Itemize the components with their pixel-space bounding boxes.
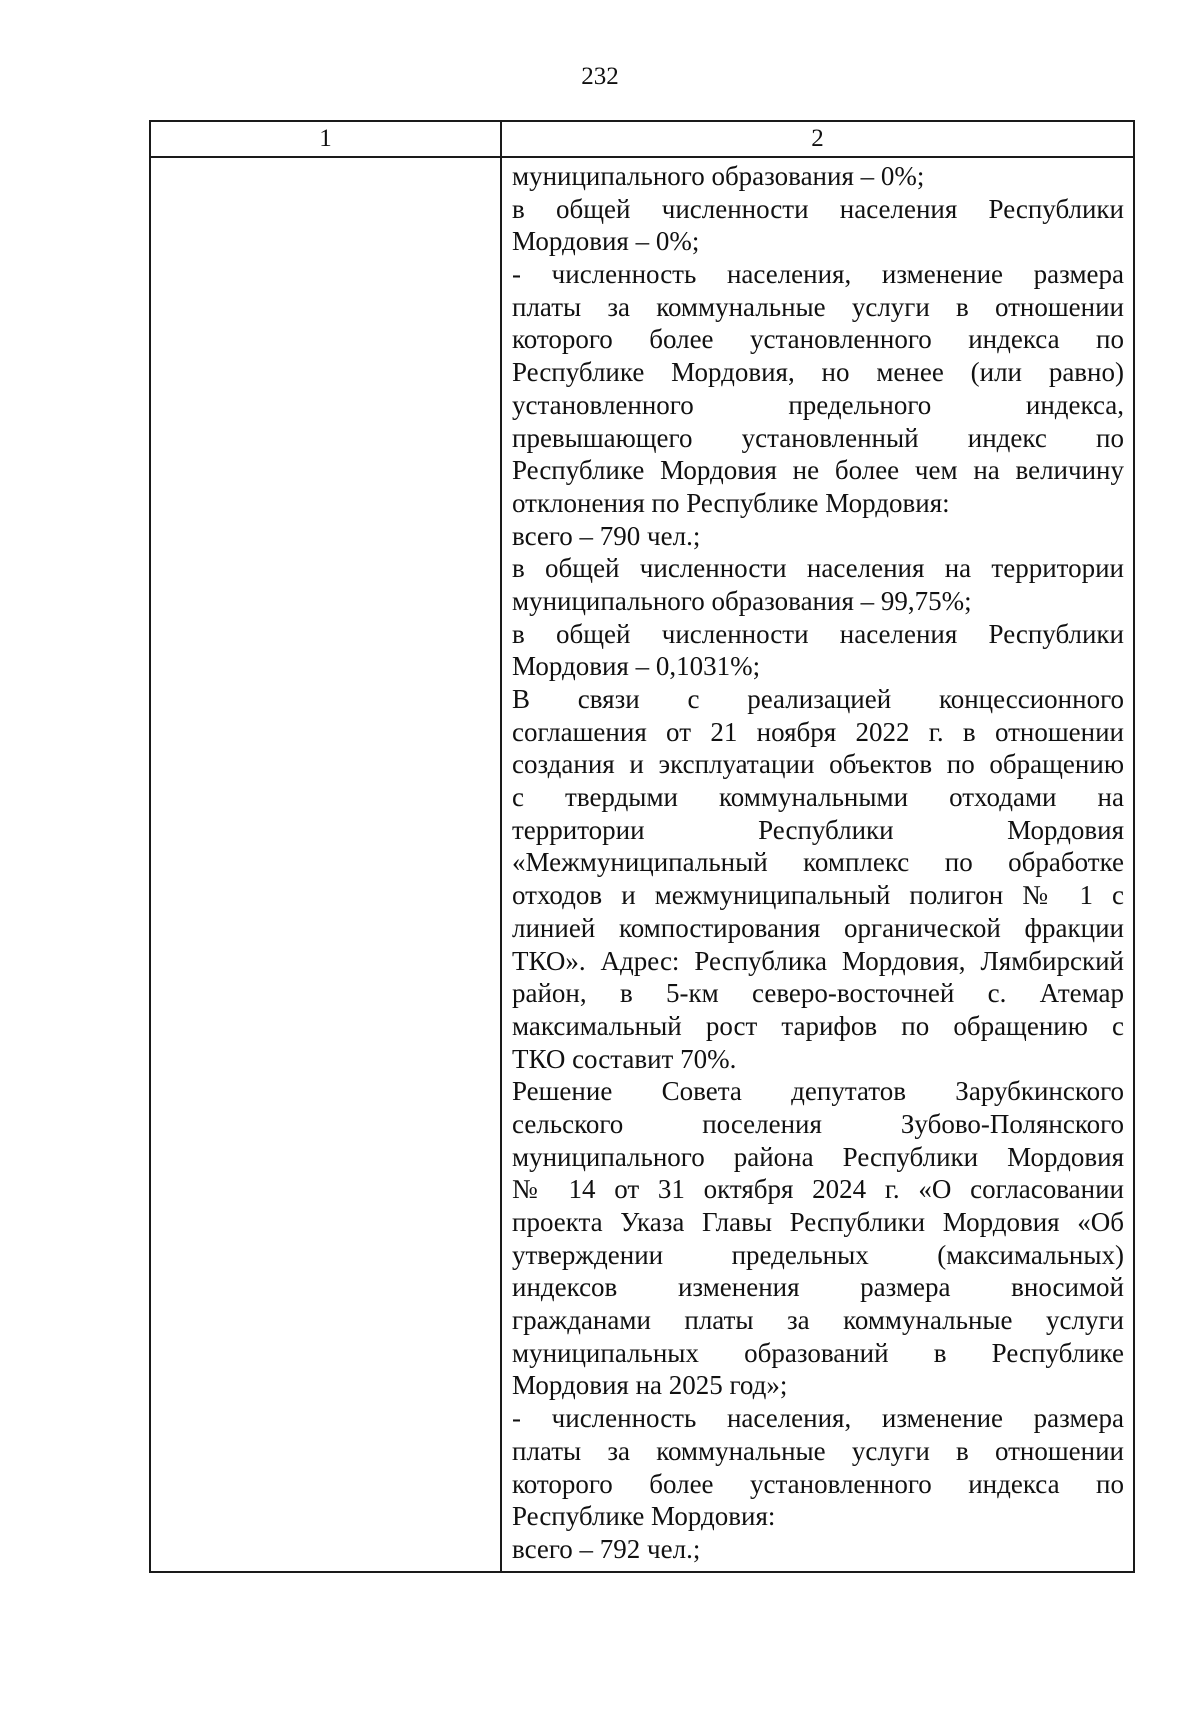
page-number: 232	[581, 63, 619, 90]
text-line: муниципального района Республики Мордовия	[512, 1141, 1124, 1172]
text-line: Республике Мордовия:	[512, 1501, 776, 1532]
text-line: платы за коммунальные услуги в отношении	[512, 1435, 1124, 1466]
text-line: в общей численности населения Республики	[512, 618, 1124, 649]
text-line: Мордовия – 0,1031%;	[512, 651, 761, 682]
text-line: отклонения по Республике Мордовия:	[512, 487, 950, 518]
text-line: индексов изменения размера вносимой	[512, 1272, 1124, 1303]
text-line: с твердыми коммунальными отходами на	[512, 782, 1124, 813]
column-header-2: 2	[811, 125, 824, 152]
text-line: всего – 792 чел.;	[512, 1533, 701, 1564]
text-line: Мордовия на 2025 год»;	[512, 1370, 788, 1401]
column-divider	[500, 122, 502, 1571]
text-line: Мордовия – 0%;	[512, 226, 700, 257]
text-line: Республике Мордовия, но менее (или равно)	[512, 357, 1124, 388]
text-line: муниципального образования – 99,75%;	[512, 585, 972, 616]
text-line: в общей численности населения на территории	[512, 553, 1124, 584]
text-line: которого более установленного индекса по	[512, 1468, 1124, 1499]
table-header-row	[151, 122, 1133, 158]
text-line: муниципального образования – 0%;	[512, 161, 925, 191]
text-line: - численность населения, изменение размера	[512, 1403, 1124, 1434]
text-line: утверждении предельных (максимальных)	[512, 1239, 1124, 1270]
text-line: максимальный рост тарифов по обращению с	[512, 1010, 1124, 1041]
text-line: установленного предельного индекса,	[512, 389, 1124, 420]
text-line: сельского поселения Зубово-Полянского	[512, 1108, 1124, 1139]
text-line: платы за коммунальные услуги в отношении	[512, 291, 1124, 322]
text-line: гражданами платы за коммунальные услуги	[512, 1305, 1124, 1336]
text-line: «Межмуниципальный комплекс по обработке	[512, 847, 1124, 878]
text-line: отходов и межмуниципальный полигон № 1 с	[512, 880, 1124, 911]
text-line: ТКО составит 70%.	[512, 1043, 737, 1074]
text-line: которого более установленного индекса по	[512, 324, 1124, 355]
text-line: соглашения от 21 ноября 2022 г. в отношении	[512, 716, 1124, 747]
text-line: ТКО». Адрес: Республика Мордовия, Лямбирский	[512, 945, 1124, 976]
text-line: создания и эксплуатации объектов по обращению	[512, 749, 1124, 780]
text-line: проекта Указа Главы Республики Мордовия «Об	[512, 1207, 1124, 1237]
text-line: всего – 790 чел.;	[512, 520, 701, 551]
text-line: № 14 от 31 октября 2024 г. «О согласовании	[512, 1174, 1124, 1205]
text-line: Республике Мордовия не более чем на величину	[512, 455, 1124, 486]
text-line: - численность населения, изменение размера	[512, 259, 1124, 290]
document-table	[149, 120, 1135, 1573]
text-line: превышающего установленный индекс по	[512, 422, 1124, 453]
column-2-text-cell	[512, 160, 1124, 1566]
text-line: район, в 5-км северо-восточней с. Атемар	[512, 978, 1124, 1009]
column-header-1: 1	[319, 125, 332, 152]
text-line: В связи с реализацией концессионного	[512, 684, 1124, 714]
text-line: линией компостирования органической фракции	[512, 912, 1124, 943]
text-line: Решение Совета депутатов Зарубкинского	[512, 1076, 1124, 1107]
text-line: территории Республики Мордовия	[512, 814, 1124, 845]
text-line: в общей численности населения Республики	[512, 193, 1124, 224]
text-line: муниципальных образований в Республике	[512, 1337, 1124, 1368]
